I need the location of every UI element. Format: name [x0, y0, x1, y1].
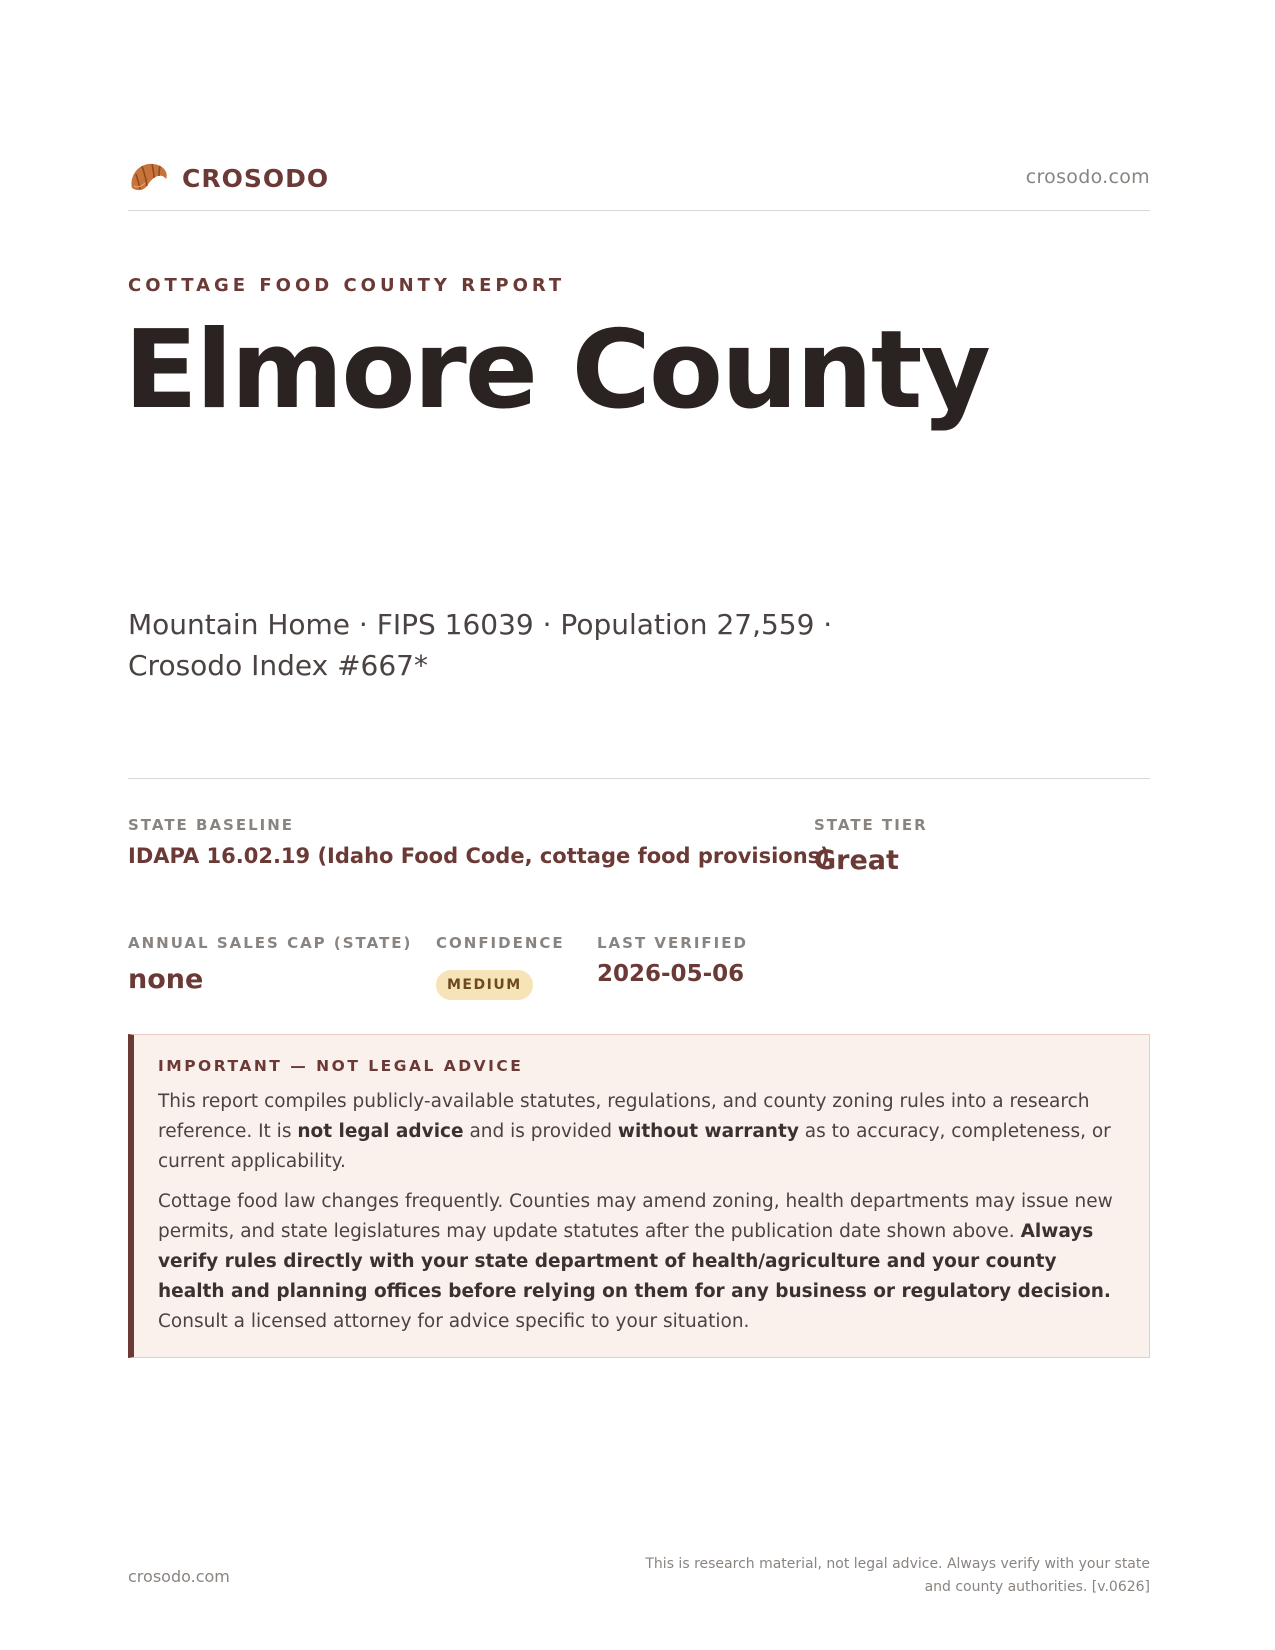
disclaimer-paragraph-2 [158, 1187, 1125, 1337]
page-title: Elmore County [124, 308, 989, 433]
disclaimer-text: and is provided [463, 1121, 618, 1142]
footer-site-link[interactable]: crosodo.com [128, 1567, 230, 1586]
footer-disclaimer: This is research material, not legal advice. Always verify with your state and county authorities. [v.0626] [645, 1556, 1150, 1595]
brand[interactable] [128, 158, 329, 198]
disclaimer-emphasis: Always verify rules directly with your state department of health/agriculture and your county health and planning offices before relying on them for any business or regulatory decision. [158, 1221, 1111, 1302]
sales-cap-value: none [128, 964, 204, 995]
state-baseline-value: IDAPA 16.02.19 (Idaho Food Code, cottage food provisions) [128, 844, 830, 868]
brand-name: CROSODO [182, 163, 330, 193]
report-kicker: COTTAGE FOOD COUNTY REPORT [128, 275, 566, 296]
sales-cap-label: ANNUAL SALES CAP (STATE) [128, 934, 413, 952]
county-subtitle: Mountain Home · FIPS 16039 · Population 27,559 · Crosodo Index #667* [128, 608, 833, 682]
legal-disclaimer-box [128, 1034, 1150, 1358]
report-page [124, 0, 1150, 1650]
disclaimer-text: Consult a licensed attorney for advice specific to your situation. [158, 1311, 750, 1332]
disclaimer-paragraph-1 [158, 1087, 1125, 1177]
state-tier-value: Great [814, 845, 899, 876]
disclaimer-emphasis: not legal advice [297, 1121, 464, 1142]
disclaimer-text: Cottage food law changes frequently. Counties may amend zoning, health departments may issue new permits, and state legislatures may update statutes after the publication date shown above. [158, 1191, 1113, 1242]
confidence-badge: MEDIUM [436, 970, 533, 1000]
disclaimer-text: as to accuracy, completeness, or current applicability. [158, 1121, 1111, 1172]
disclaimer-text: This report compiles publicly-available statutes, regulations, and county zoning rules into a research reference. It is [158, 1091, 1090, 1142]
disclaimer-heading: IMPORTANT — NOT LEGAL ADVICE [158, 1057, 524, 1075]
last-verified-label: LAST VERIFIED [597, 934, 748, 952]
croissant-icon [128, 158, 170, 198]
state-baseline-label: STATE BASELINE [128, 816, 295, 834]
header-site-link[interactable]: crosodo.com [1025, 166, 1150, 188]
last-verified-value: 2026-05-06 [597, 961, 745, 987]
page-header [128, 158, 1150, 211]
confidence-label: CONFIDENCE [436, 934, 565, 952]
state-tier-label: STATE TIER [814, 816, 928, 834]
section-divider [128, 778, 1150, 779]
disclaimer-emphasis: without warranty [617, 1121, 799, 1142]
